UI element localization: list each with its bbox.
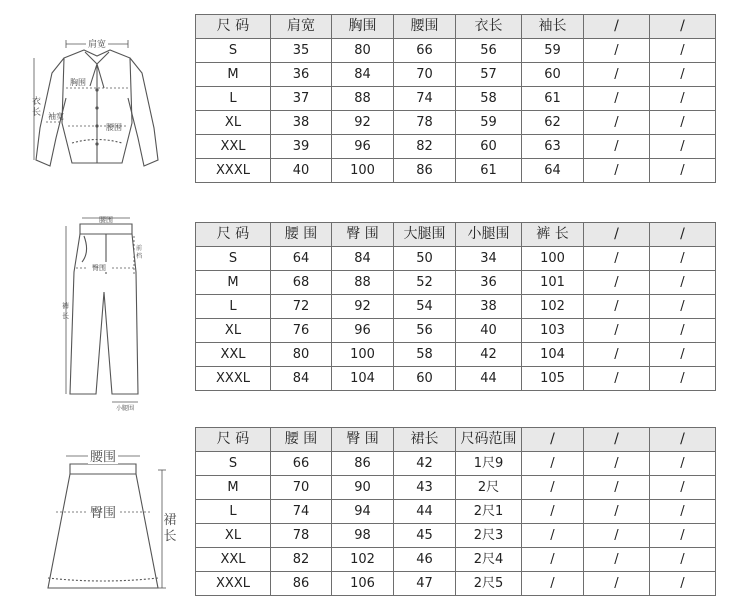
table-cell: / bbox=[522, 572, 584, 596]
pants-length-label-2: 长 bbox=[62, 312, 69, 320]
table-cell: / bbox=[584, 548, 650, 572]
table-cell: 61 bbox=[522, 87, 584, 111]
table-cell: M bbox=[196, 63, 271, 87]
table-row bbox=[196, 63, 716, 87]
table-cell: 36 bbox=[271, 63, 332, 87]
table-cell: 44 bbox=[456, 367, 522, 391]
table-cell: / bbox=[584, 111, 650, 135]
table-cell: 46 bbox=[394, 548, 456, 572]
table-row bbox=[196, 476, 716, 500]
table-row bbox=[196, 39, 716, 63]
table-cell: 50 bbox=[394, 247, 456, 271]
table-cell: XL bbox=[196, 524, 271, 548]
table-cell: 74 bbox=[394, 87, 456, 111]
table-cell: S bbox=[196, 39, 271, 63]
table-cell: / bbox=[584, 452, 650, 476]
table-cell: M bbox=[196, 271, 271, 295]
table-row bbox=[196, 135, 716, 159]
header-cell: / bbox=[650, 428, 716, 452]
table-cell: L bbox=[196, 500, 271, 524]
table-cell: XXXL bbox=[196, 367, 271, 391]
table-cell: 84 bbox=[332, 247, 394, 271]
table-cell: / bbox=[584, 135, 650, 159]
table-cell: 92 bbox=[332, 295, 394, 319]
header-cell: / bbox=[584, 15, 650, 39]
table-cell: / bbox=[522, 548, 584, 572]
table-row bbox=[196, 452, 716, 476]
table-cell: / bbox=[650, 63, 716, 87]
table-cell: 2尺5 bbox=[456, 572, 522, 596]
table-header-row bbox=[196, 223, 716, 247]
table-cell: XXXL bbox=[196, 159, 271, 183]
table-cell: 42 bbox=[394, 452, 456, 476]
table-cell: / bbox=[650, 247, 716, 271]
header-cell: 肩宽 bbox=[271, 15, 332, 39]
table-cell: 100 bbox=[522, 247, 584, 271]
table-cell: 105 bbox=[522, 367, 584, 391]
table-cell: L bbox=[196, 295, 271, 319]
table-cell: / bbox=[584, 524, 650, 548]
table-cell: 100 bbox=[332, 159, 394, 183]
header-cell: 袖长 bbox=[522, 15, 584, 39]
table-cell: 59 bbox=[522, 39, 584, 63]
table-cell: 94 bbox=[332, 500, 394, 524]
table-cell: / bbox=[650, 87, 716, 111]
table-cell: / bbox=[522, 452, 584, 476]
table-cell: 60 bbox=[394, 367, 456, 391]
table-cell: / bbox=[650, 452, 716, 476]
header-cell: 腰 围 bbox=[271, 223, 332, 247]
header-cell: 大腿围 bbox=[394, 223, 456, 247]
table-cell: / bbox=[584, 476, 650, 500]
table-row bbox=[196, 319, 716, 343]
table-cell: / bbox=[522, 500, 584, 524]
table-cell: 80 bbox=[271, 343, 332, 367]
table-cell: S bbox=[196, 452, 271, 476]
header-cell: 裤 长 bbox=[522, 223, 584, 247]
table-cell: 98 bbox=[332, 524, 394, 548]
shirt-diagram bbox=[22, 28, 172, 178]
header-cell: 衣长 bbox=[456, 15, 522, 39]
table-cell: 101 bbox=[522, 271, 584, 295]
table-cell: 34 bbox=[456, 247, 522, 271]
table-cell: 38 bbox=[456, 295, 522, 319]
table-cell: / bbox=[584, 343, 650, 367]
table-cell: 37 bbox=[271, 87, 332, 111]
table-cell: / bbox=[650, 319, 716, 343]
table-cell: 70 bbox=[271, 476, 332, 500]
table-row bbox=[196, 343, 716, 367]
size-table-pants bbox=[195, 222, 716, 391]
table-cell: 86 bbox=[271, 572, 332, 596]
pants-hem-label: 小腿围 bbox=[115, 405, 135, 412]
table-cell: 2尺3 bbox=[456, 524, 522, 548]
pants-rise-label-1: 前 bbox=[136, 245, 143, 252]
table-cell: 2尺1 bbox=[456, 500, 522, 524]
table-cell: 35 bbox=[271, 39, 332, 63]
table-cell: 68 bbox=[271, 271, 332, 295]
header-cell: 腰 围 bbox=[271, 428, 332, 452]
table-row bbox=[196, 271, 716, 295]
header-cell: 尺码范围 bbox=[456, 428, 522, 452]
table-header-row bbox=[196, 15, 716, 39]
table-cell: 43 bbox=[394, 476, 456, 500]
table-cell: / bbox=[650, 476, 716, 500]
table-cell: 86 bbox=[332, 452, 394, 476]
table-cell: 40 bbox=[271, 159, 332, 183]
table-cell: 88 bbox=[332, 87, 394, 111]
table-cell: 54 bbox=[394, 295, 456, 319]
table-cell: / bbox=[584, 295, 650, 319]
table-cell: 56 bbox=[394, 319, 456, 343]
table-row bbox=[196, 572, 716, 596]
table-cell: 84 bbox=[332, 63, 394, 87]
table-cell: 102 bbox=[522, 295, 584, 319]
table-cell: / bbox=[650, 39, 716, 63]
pants-diagram bbox=[60, 212, 150, 412]
table-cell: / bbox=[584, 87, 650, 111]
table-cell: XXL bbox=[196, 135, 271, 159]
header-cell: 尺 码 bbox=[196, 223, 271, 247]
table-cell: / bbox=[650, 111, 716, 135]
table-cell: 88 bbox=[332, 271, 394, 295]
table-cell: 59 bbox=[456, 111, 522, 135]
table-cell: 42 bbox=[456, 343, 522, 367]
header-cell: / bbox=[650, 223, 716, 247]
table-cell: / bbox=[650, 343, 716, 367]
table-cell: 84 bbox=[271, 367, 332, 391]
table-cell: / bbox=[650, 500, 716, 524]
table-cell: 60 bbox=[522, 63, 584, 87]
table-cell: 104 bbox=[522, 343, 584, 367]
skirt-length-label-2: 长 bbox=[163, 529, 177, 544]
table-row bbox=[196, 111, 716, 135]
table-cell: / bbox=[584, 500, 650, 524]
table-cell: 45 bbox=[394, 524, 456, 548]
table-cell: 66 bbox=[271, 452, 332, 476]
table-cell: 104 bbox=[332, 367, 394, 391]
table-cell: / bbox=[584, 63, 650, 87]
header-cell: / bbox=[584, 223, 650, 247]
table-cell: 82 bbox=[271, 548, 332, 572]
table-cell: 60 bbox=[456, 135, 522, 159]
table-cell: XL bbox=[196, 111, 271, 135]
table-row bbox=[196, 87, 716, 111]
table-cell: / bbox=[584, 247, 650, 271]
table-cell: 78 bbox=[394, 111, 456, 135]
table-cell: / bbox=[522, 476, 584, 500]
table-cell: 47 bbox=[394, 572, 456, 596]
header-cell: 胸围 bbox=[332, 15, 394, 39]
table-cell: 36 bbox=[456, 271, 522, 295]
skirt-hip-label: 臀围 bbox=[89, 506, 117, 521]
table-cell: / bbox=[584, 367, 650, 391]
table-cell: 44 bbox=[394, 500, 456, 524]
table-row bbox=[196, 524, 716, 548]
table-cell: 39 bbox=[271, 135, 332, 159]
table-cell: 70 bbox=[394, 63, 456, 87]
table-cell: / bbox=[650, 524, 716, 548]
header-cell: / bbox=[584, 428, 650, 452]
table-cell: XL bbox=[196, 319, 271, 343]
table-cell: / bbox=[522, 524, 584, 548]
table-cell: 80 bbox=[332, 39, 394, 63]
table-cell: / bbox=[650, 159, 716, 183]
table-cell: S bbox=[196, 247, 271, 271]
table-row bbox=[196, 159, 716, 183]
table-cell: 76 bbox=[271, 319, 332, 343]
table-cell: 61 bbox=[456, 159, 522, 183]
table-cell: / bbox=[650, 367, 716, 391]
table-cell: / bbox=[650, 271, 716, 295]
table-row bbox=[196, 367, 716, 391]
table-cell: 64 bbox=[522, 159, 584, 183]
header-cell: 腰围 bbox=[394, 15, 456, 39]
skirt-diagram bbox=[28, 440, 178, 600]
table-cell: XXL bbox=[196, 343, 271, 367]
table-cell: 106 bbox=[332, 572, 394, 596]
table-cell: 1尺9 bbox=[456, 452, 522, 476]
table-cell: 100 bbox=[332, 343, 394, 367]
skirt-length-label-1: 裙 bbox=[163, 513, 177, 528]
table-row bbox=[196, 500, 716, 524]
table-cell: 62 bbox=[522, 111, 584, 135]
shirt-length-label-2: 长 bbox=[32, 108, 42, 118]
table-cell: 74 bbox=[271, 500, 332, 524]
table-cell: 40 bbox=[456, 319, 522, 343]
table-row bbox=[196, 548, 716, 572]
table-cell: 92 bbox=[332, 111, 394, 135]
shirt-shoulder-label: 肩宽 bbox=[87, 40, 107, 50]
table-cell: 96 bbox=[332, 319, 394, 343]
shirt-sleeve-label: 袖宽 bbox=[48, 112, 64, 121]
table-cell: 63 bbox=[522, 135, 584, 159]
table-cell: 56 bbox=[456, 39, 522, 63]
table-cell: 103 bbox=[522, 319, 584, 343]
table-cell: 2尺 bbox=[456, 476, 522, 500]
header-cell: 尺 码 bbox=[196, 15, 271, 39]
header-cell: / bbox=[522, 428, 584, 452]
header-cell: 裙长 bbox=[394, 428, 456, 452]
table-cell: 38 bbox=[271, 111, 332, 135]
size-table-tops bbox=[195, 14, 716, 183]
table-row bbox=[196, 295, 716, 319]
skirt-waist-label: 腰围 bbox=[89, 450, 117, 465]
table-cell: 2尺4 bbox=[456, 548, 522, 572]
table-cell: L bbox=[196, 87, 271, 111]
table-cell: 58 bbox=[394, 343, 456, 367]
shirt-waist-label: 腰围 bbox=[106, 123, 122, 132]
table-cell: 66 bbox=[394, 39, 456, 63]
pants-waist-label: 腰围 bbox=[99, 216, 113, 224]
table-cell: 52 bbox=[394, 271, 456, 295]
table-cell: XXXL bbox=[196, 572, 271, 596]
pants-rise-label-2: 档 bbox=[136, 253, 143, 260]
table-cell: / bbox=[584, 39, 650, 63]
table-cell: 72 bbox=[271, 295, 332, 319]
table-cell: / bbox=[584, 271, 650, 295]
table-cell: / bbox=[650, 135, 716, 159]
table-row bbox=[196, 247, 716, 271]
table-cell: / bbox=[584, 159, 650, 183]
size-table-skirts bbox=[195, 427, 716, 596]
table-cell: / bbox=[650, 548, 716, 572]
table-cell: 82 bbox=[394, 135, 456, 159]
header-cell: 臀 围 bbox=[332, 428, 394, 452]
table-header-row bbox=[196, 428, 716, 452]
header-cell: 尺 码 bbox=[196, 428, 271, 452]
table-cell: 86 bbox=[394, 159, 456, 183]
table-cell: 57 bbox=[456, 63, 522, 87]
pants-length-label-1: 裤 bbox=[62, 302, 69, 310]
table-cell: / bbox=[584, 572, 650, 596]
table-cell: 58 bbox=[456, 87, 522, 111]
table-cell: 78 bbox=[271, 524, 332, 548]
header-cell: 小腿围 bbox=[456, 223, 522, 247]
table-cell: / bbox=[650, 295, 716, 319]
table-cell: 102 bbox=[332, 548, 394, 572]
shirt-chest-label: 胸围 bbox=[70, 78, 86, 87]
table-cell: / bbox=[650, 572, 716, 596]
table-cell: 90 bbox=[332, 476, 394, 500]
shirt-length-label-1: 衣 bbox=[32, 97, 42, 107]
table-cell: XXL bbox=[196, 548, 271, 572]
pants-hip-label: 臀围 bbox=[92, 264, 106, 272]
header-cell: / bbox=[650, 15, 716, 39]
table-cell: 96 bbox=[332, 135, 394, 159]
header-cell: 臀 围 bbox=[332, 223, 394, 247]
table-cell: / bbox=[584, 319, 650, 343]
table-cell: 64 bbox=[271, 247, 332, 271]
table-cell: M bbox=[196, 476, 271, 500]
